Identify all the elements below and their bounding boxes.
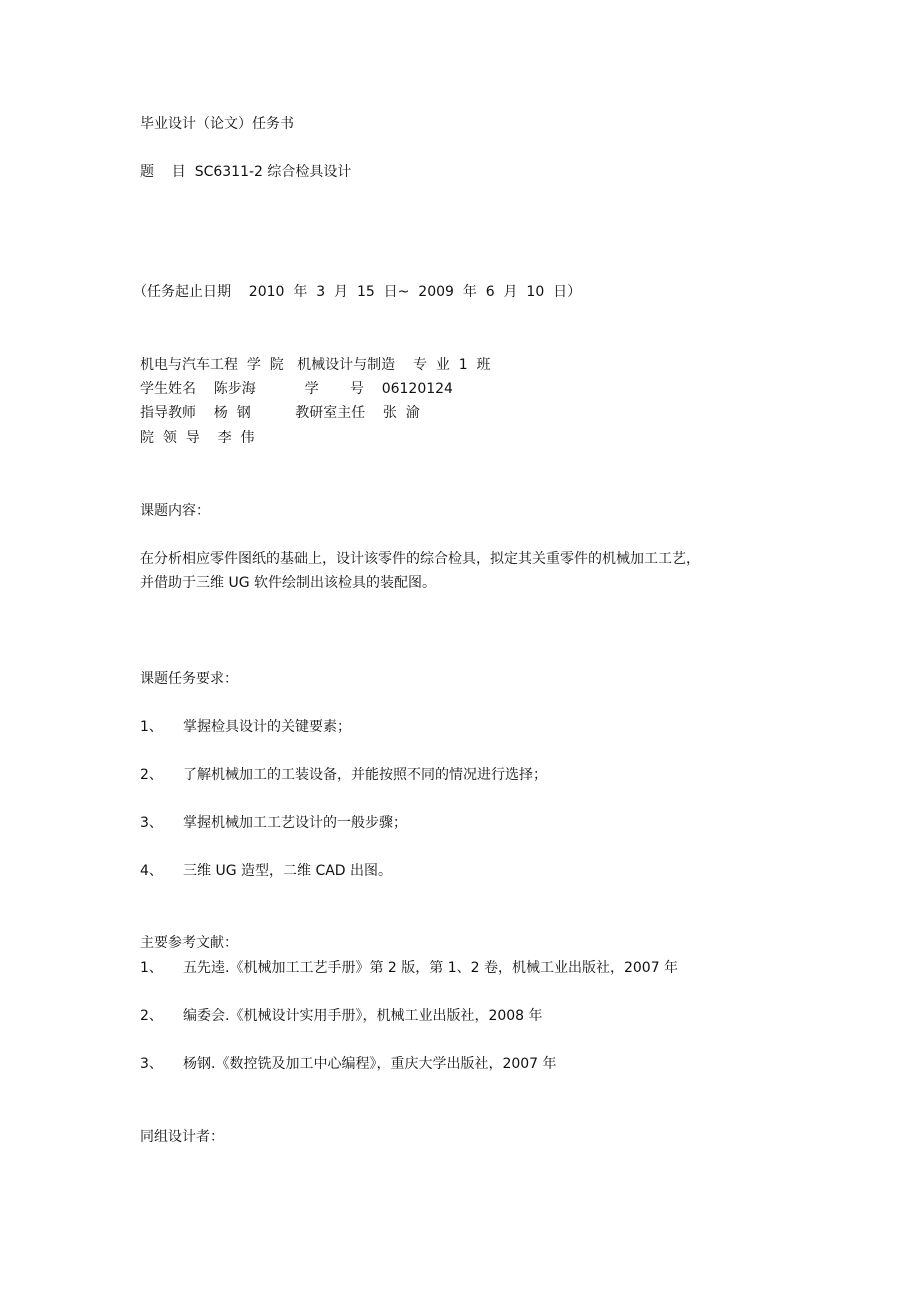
requirements-heading: 课题任务要求：	[140, 671, 238, 687]
schedule-line: （任务起止日期 2010 年 3 月 15 日~ 2009 年 6 月 10 日）	[133, 284, 582, 300]
topic-line: 题 目 SC6311-2 综合检具设计	[140, 164, 352, 180]
requirement-number: 4、	[140, 863, 163, 879]
reference-text: 编委会.《机械设计实用手册》，机械工业出版社，2008 年	[183, 1008, 543, 1024]
requirement-number: 3、	[140, 815, 163, 831]
content-paragraph-line-2: 并借助于三维 UG 软件绘制出该检具的装配图。	[140, 575, 436, 591]
reference-number: 1、	[140, 960, 163, 976]
reference-text: 五先逵.《机械加工工艺手册》第 2 版，第 1、2 卷，机械工业出版社，2007 年	[183, 960, 679, 976]
requirement-text: 掌握检具设计的关键要素；	[183, 719, 351, 735]
reference-text: 杨钢.《数控铣及加工中心编程》，重庆大学出版社，2007 年	[183, 1056, 557, 1072]
student-line: 学生姓名 陈步海 学 号 06120124	[140, 381, 453, 397]
leader-line: 院 领 导 李 伟	[140, 430, 255, 446]
requirement-number: 2、	[140, 767, 163, 783]
reference-number: 3、	[140, 1056, 163, 1072]
content-paragraph-line-1: 在分析相应零件图纸的基础上，设计该零件的综合检具，拟定其关重零件的机械加工工艺，	[140, 551, 700, 567]
reference-number: 2、	[140, 1008, 163, 1024]
references-heading: 主要参考文献：	[140, 935, 238, 951]
requirement-number: 1、	[140, 719, 163, 735]
requirement-text: 掌握机械加工工艺设计的一般步骤；	[183, 815, 407, 831]
content-heading: 课题内容：	[140, 503, 210, 519]
document-title: 毕业设计（论文）任务书	[140, 116, 294, 132]
group-heading: 同组设计者：	[140, 1129, 224, 1145]
requirement-text: 了解机械加工的工装设备，并能按照不同的情况进行选择；	[183, 767, 547, 783]
teacher-line: 指导教师 杨 钢 教研室主任 张 渝	[140, 405, 420, 421]
requirement-text: 三维 UG 造型，二维 CAD 出图。	[183, 863, 393, 879]
college-line: 机电与汽车工程 学 院 机械设计与制造 专 业 1 班	[140, 357, 491, 373]
